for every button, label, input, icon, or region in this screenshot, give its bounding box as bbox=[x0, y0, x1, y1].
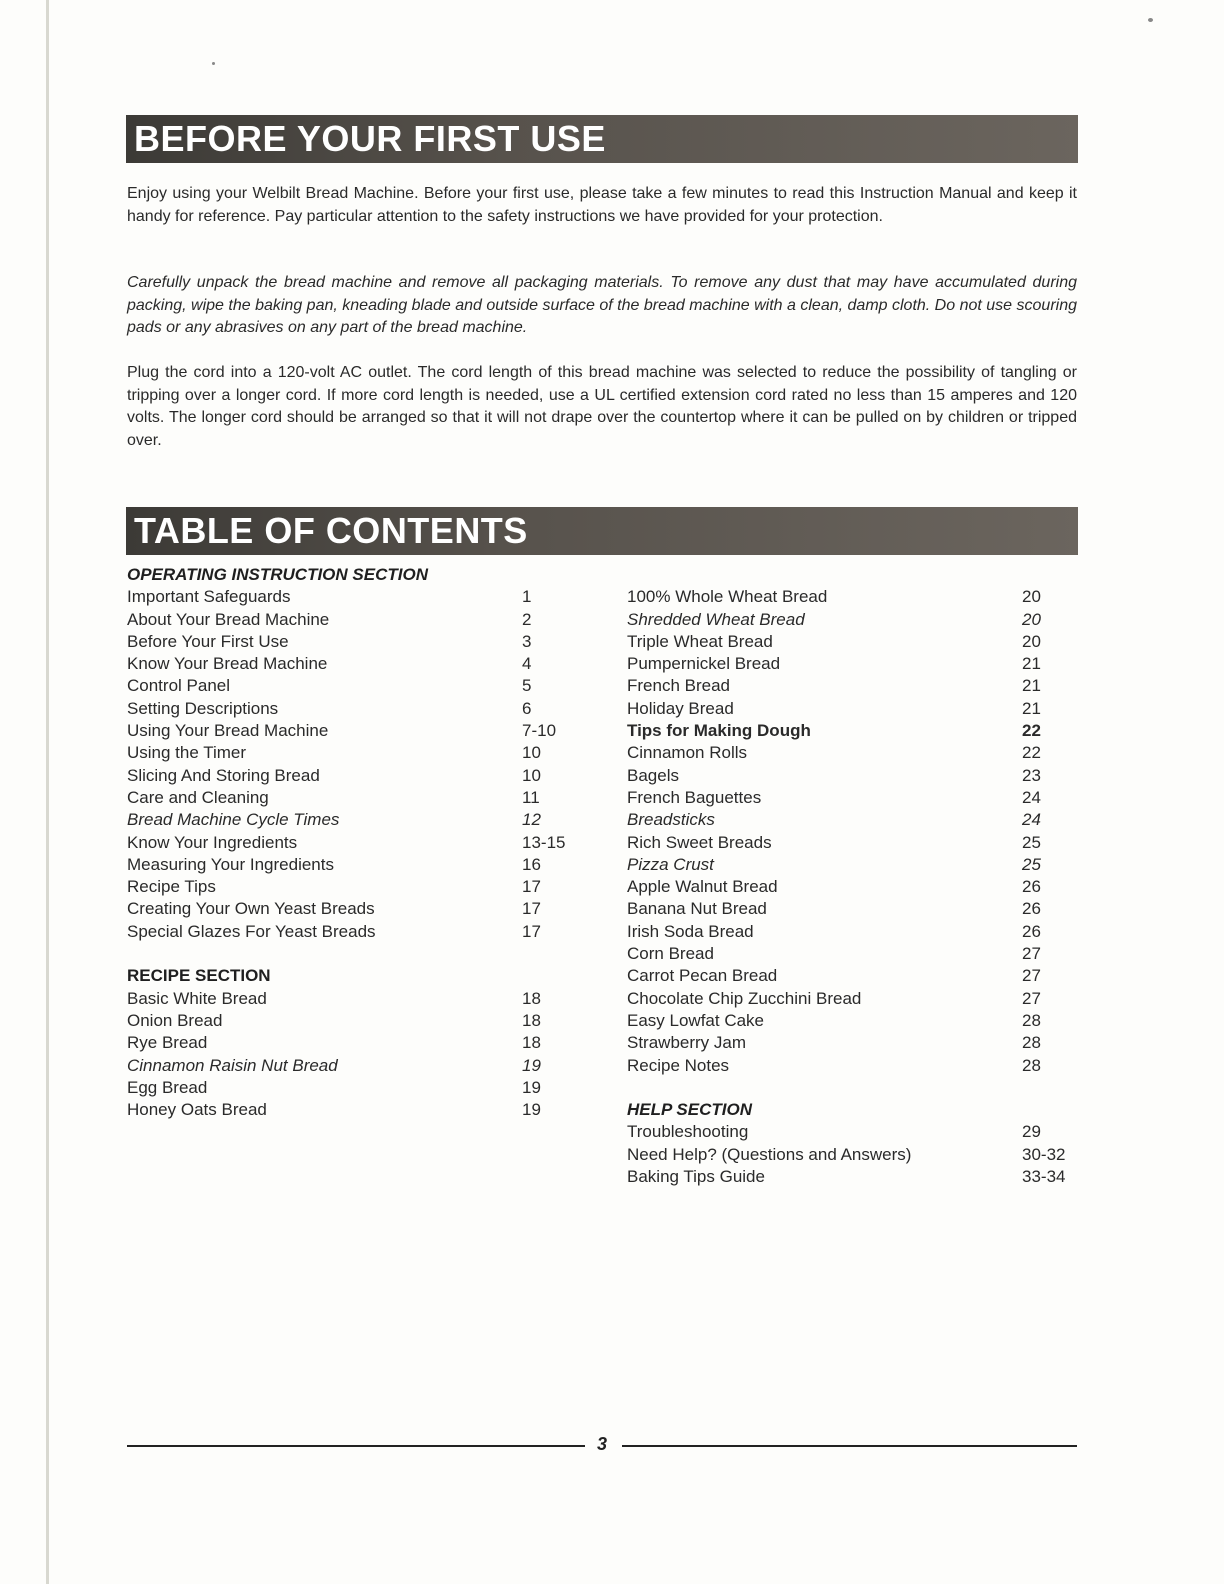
toc-entry bbox=[127, 1010, 597, 1032]
recipe-list bbox=[127, 988, 597, 1122]
toc-entry-page: 18 bbox=[522, 1010, 541, 1030]
toc-entry-label: Irish Soda Bread bbox=[627, 921, 754, 941]
toc-entry-label: Tips for Making Dough bbox=[627, 721, 811, 741]
toc-entry-page: 20 bbox=[1022, 631, 1041, 651]
help-list bbox=[627, 1121, 1077, 1188]
toc-entry-page: 17 bbox=[522, 877, 541, 897]
toc-entry-label: Important Safeguards bbox=[127, 587, 291, 607]
toc-entry-label: Banana Nut Bread bbox=[627, 899, 767, 919]
toc-entry-page: 1 bbox=[522, 587, 532, 607]
toc-entry-label: Know Your Ingredients bbox=[127, 832, 298, 852]
toc-entry bbox=[627, 1144, 1077, 1166]
toc-entry-page: 25 bbox=[1022, 854, 1041, 874]
toc-entry-label: Triple Wheat Bread bbox=[627, 631, 773, 651]
toc-entry-page: 27 bbox=[1022, 988, 1041, 1008]
toc-entry-page: 19 bbox=[522, 1100, 541, 1120]
toc-entry-page: 24 bbox=[1022, 787, 1041, 807]
toc-entry-page: 22 bbox=[1022, 721, 1041, 741]
toc-entry-label: Honey Oats Bread bbox=[127, 1100, 267, 1120]
toc-entry-label: French Bread bbox=[627, 676, 730, 696]
toc-entry bbox=[127, 787, 597, 809]
toc-entry bbox=[627, 988, 1077, 1010]
before-first-use-title: BEFORE YOUR FIRST USE bbox=[134, 118, 606, 159]
operating-list bbox=[127, 586, 597, 943]
toc-entry-page: 11 bbox=[522, 787, 540, 807]
toc-entry bbox=[627, 921, 1077, 943]
toc-entry bbox=[127, 809, 597, 831]
toc-entry-page: 25 bbox=[1022, 832, 1041, 852]
toc-entry bbox=[627, 720, 1077, 742]
scan-speck bbox=[1148, 18, 1153, 22]
toc-entry bbox=[627, 1055, 1077, 1077]
toc-right-column bbox=[627, 564, 1077, 1188]
toc-entry bbox=[627, 965, 1077, 987]
toc-entry-label: Shredded Wheat Bread bbox=[627, 609, 805, 629]
toc-entry-page: 20 bbox=[1022, 609, 1041, 629]
toc-entry-label: Pizza Crust bbox=[627, 854, 714, 874]
toc-entry-page: 33-34 bbox=[1022, 1167, 1066, 1187]
scan-speck bbox=[212, 62, 215, 65]
toc-entry-page: 26 bbox=[1022, 877, 1041, 897]
toc-entry-label: Apple Walnut Bread bbox=[627, 877, 778, 897]
toc-entry bbox=[627, 809, 1077, 831]
toc-entry-label: Need Help? (Questions and Answers) bbox=[627, 1144, 912, 1164]
toc-entry-label: Using the Timer bbox=[127, 743, 247, 763]
toc-entry bbox=[127, 898, 597, 920]
toc-entry bbox=[627, 586, 1077, 608]
recipe-section-heading: RECIPE SECTION bbox=[127, 966, 271, 986]
toc-entry-label: Strawberry Jam bbox=[627, 1033, 747, 1053]
toc-entry-label: Using Your Bread Machine bbox=[127, 721, 329, 741]
toc-entry bbox=[127, 653, 597, 675]
toc-entry bbox=[627, 742, 1077, 764]
toc-entry-page: 19 bbox=[522, 1055, 541, 1075]
toc-entry-page: 13-15 bbox=[522, 832, 566, 852]
toc-entry-label: Breadsticks bbox=[627, 810, 715, 830]
toc-entry-page: 12 bbox=[522, 810, 541, 830]
recipe-list-continued bbox=[627, 586, 1077, 1077]
toc-entry bbox=[127, 675, 597, 697]
toc-entry-page: 28 bbox=[1022, 1010, 1041, 1030]
toc-entry bbox=[127, 698, 597, 720]
toc-entry-page: 6 bbox=[522, 698, 532, 718]
toc-entry-label: Bread Machine Cycle Times bbox=[127, 810, 340, 830]
toc-entry-page: 23 bbox=[1022, 765, 1041, 785]
toc-entry-label: Troubleshooting bbox=[627, 1122, 749, 1142]
toc-entry-page: 3 bbox=[522, 631, 532, 651]
toc-entry bbox=[627, 898, 1077, 920]
unpack-paragraph: Carefully unpack the bread machine and remove all packaging materials. To remove any dust that may have accumulated during packing, wipe the baking pan, kneading blade and outside surface of the bread machine with a clean, damp cloth. Do not use scouring pads or any abrasives on any part of the bread machine. bbox=[127, 274, 1077, 336]
toc-entry-label: Care and Cleaning bbox=[127, 787, 269, 807]
toc-entry-label: Cinnamon Raisin Nut Bread bbox=[127, 1055, 338, 1075]
toc-entry-page: 29 bbox=[1022, 1122, 1041, 1142]
toc-entry-page: 17 bbox=[522, 921, 541, 941]
toc-entry-page: 20 bbox=[1022, 587, 1041, 607]
cord-paragraph: Plug the cord into a 120-volt AC outlet. The cord length of this bread machine was selected to reduce the possibility of tangling or tripping over a longer cord. If more cord length is needed, use a UL certified extension cord rated no less than 15 amperes and 120 volts. The longer cord should be arranged so that it will not drape over the countertop where it can be pulled on by children or tripped over. bbox=[127, 364, 1077, 449]
toc-entry bbox=[627, 609, 1077, 631]
toc-banner bbox=[126, 507, 1078, 555]
toc-entry bbox=[627, 675, 1077, 697]
toc-entry-page: 5 bbox=[522, 676, 532, 696]
toc-entry bbox=[127, 832, 597, 854]
help-section-heading: HELP SECTION bbox=[627, 1100, 752, 1120]
toc-entry bbox=[627, 854, 1077, 876]
toc-entry-page: 21 bbox=[1022, 654, 1041, 674]
footer-rule-right bbox=[622, 1445, 1077, 1447]
toc-entry-label: Pumpernickel Bread bbox=[627, 654, 781, 674]
toc-entry bbox=[127, 1077, 597, 1099]
page-binding-edge bbox=[46, 0, 49, 1584]
toc-entry-label: Know Your Bread Machine bbox=[127, 654, 328, 674]
toc-entry bbox=[627, 787, 1077, 809]
toc-entry-label: About Your Bread Machine bbox=[127, 609, 330, 629]
toc-entry-label: Carrot Pecan Bread bbox=[627, 966, 778, 986]
toc-entry-label: Creating Your Own Yeast Breads bbox=[127, 899, 375, 919]
before-first-use-banner bbox=[126, 115, 1078, 163]
toc-entry-page: 26 bbox=[1022, 921, 1041, 941]
toc-entry-label: Easy Lowfat Cake bbox=[627, 1010, 765, 1030]
toc-entry-label: Recipe Tips bbox=[127, 877, 216, 897]
toc-entry bbox=[627, 876, 1077, 898]
footer-rule-left bbox=[127, 1445, 585, 1447]
toc-entry bbox=[627, 698, 1077, 720]
toc-entry-page: 10 bbox=[522, 743, 541, 763]
toc-entry-page: 4 bbox=[522, 654, 532, 674]
toc-entry bbox=[627, 1121, 1077, 1143]
toc-entry-page: 21 bbox=[1022, 676, 1041, 696]
toc-entry-page: 2 bbox=[522, 609, 532, 629]
toc-entry bbox=[127, 586, 597, 608]
toc-entry-page: 27 bbox=[1022, 966, 1041, 986]
toc-entry-label: Recipe Notes bbox=[627, 1055, 730, 1075]
toc-entry-label: Rich Sweet Breads bbox=[627, 832, 772, 852]
page-number: 3 bbox=[597, 1434, 608, 1454]
toc-entry-page: 27 bbox=[1022, 944, 1041, 964]
toc-entry-label: French Baguettes bbox=[627, 787, 762, 807]
toc-entry bbox=[627, 653, 1077, 675]
toc-entry bbox=[127, 1032, 597, 1054]
toc-entry bbox=[127, 988, 597, 1010]
toc-entry-page: 30-32 bbox=[1022, 1144, 1066, 1164]
toc-entry-page: 22 bbox=[1022, 743, 1041, 763]
operating-section-heading: OPERATING INSTRUCTION SECTION bbox=[127, 565, 428, 584]
toc-entry bbox=[627, 943, 1077, 965]
toc-entry-page: 21 bbox=[1022, 698, 1041, 718]
toc-entry bbox=[127, 854, 597, 876]
toc-entry bbox=[627, 1166, 1077, 1188]
toc-left-column bbox=[127, 564, 597, 1121]
toc-entry-label: Setting Descriptions bbox=[127, 698, 279, 718]
toc-entry bbox=[627, 832, 1077, 854]
toc-entry bbox=[627, 1032, 1077, 1054]
toc-entry bbox=[127, 720, 597, 742]
toc-entry-page: 7-10 bbox=[522, 721, 557, 741]
toc-entry-page: 17 bbox=[522, 899, 541, 919]
toc-entry-label: Baking Tips Guide bbox=[627, 1167, 765, 1187]
toc-entry-label: Rye Bread bbox=[127, 1033, 208, 1053]
toc-entry-label: Cinnamon Rolls bbox=[627, 743, 747, 763]
toc-entry-label: Basic White Bread bbox=[127, 988, 267, 1008]
toc-entry-label: Before Your First Use bbox=[127, 631, 289, 651]
toc-entry bbox=[127, 876, 597, 898]
toc-entry-label: Bagels bbox=[627, 765, 679, 785]
intro-paragraph: Enjoy using your Welbilt Bread Machine. Before your first use, please take a few minutes to read this Instruction Manual and keep it handy for reference. Pay particular attention to the safety instructions we have provided for your protection. bbox=[127, 185, 1077, 225]
toc-entry bbox=[127, 742, 597, 764]
toc-entry-label: Egg Bread bbox=[127, 1077, 208, 1097]
toc-entry-page: 28 bbox=[1022, 1033, 1041, 1053]
toc-entry bbox=[627, 631, 1077, 653]
toc-entry bbox=[127, 609, 597, 631]
toc-entry bbox=[627, 1010, 1077, 1032]
toc-entry bbox=[127, 765, 597, 787]
toc-entry-page: 16 bbox=[522, 854, 541, 874]
toc-entry-page: 18 bbox=[522, 988, 541, 1008]
toc-entry-page: 26 bbox=[1022, 899, 1041, 919]
toc-entry bbox=[127, 631, 597, 653]
toc-entry-page: 18 bbox=[522, 1033, 541, 1053]
toc-entry-label: Special Glazes For Yeast Breads bbox=[127, 921, 376, 941]
toc-entry-label: Holiday Bread bbox=[627, 698, 734, 718]
toc-entry-label: Chocolate Chip Zucchini Bread bbox=[627, 988, 862, 1008]
toc-title: TABLE OF CONTENTS bbox=[134, 510, 528, 551]
toc-entry bbox=[127, 921, 597, 943]
toc-entry-page: 28 bbox=[1022, 1055, 1041, 1075]
toc-entry-label: Onion Bread bbox=[127, 1010, 223, 1030]
toc-entry-page: 24 bbox=[1022, 810, 1041, 830]
toc-entry bbox=[127, 1055, 597, 1077]
toc-entry-label: Slicing And Storing Bread bbox=[127, 765, 320, 785]
toc-entry-label: Control Panel bbox=[127, 676, 231, 696]
toc-entry-page: 19 bbox=[522, 1077, 541, 1097]
toc-entry-label: Measuring Your Ingredients bbox=[127, 854, 334, 874]
toc-entry bbox=[627, 765, 1077, 787]
toc-entry-label: Corn Bread bbox=[627, 944, 714, 964]
toc-entry-label: 100% Whole Wheat Bread bbox=[627, 587, 828, 607]
toc-entry-page: 10 bbox=[522, 765, 541, 785]
toc-entry bbox=[127, 1099, 597, 1121]
